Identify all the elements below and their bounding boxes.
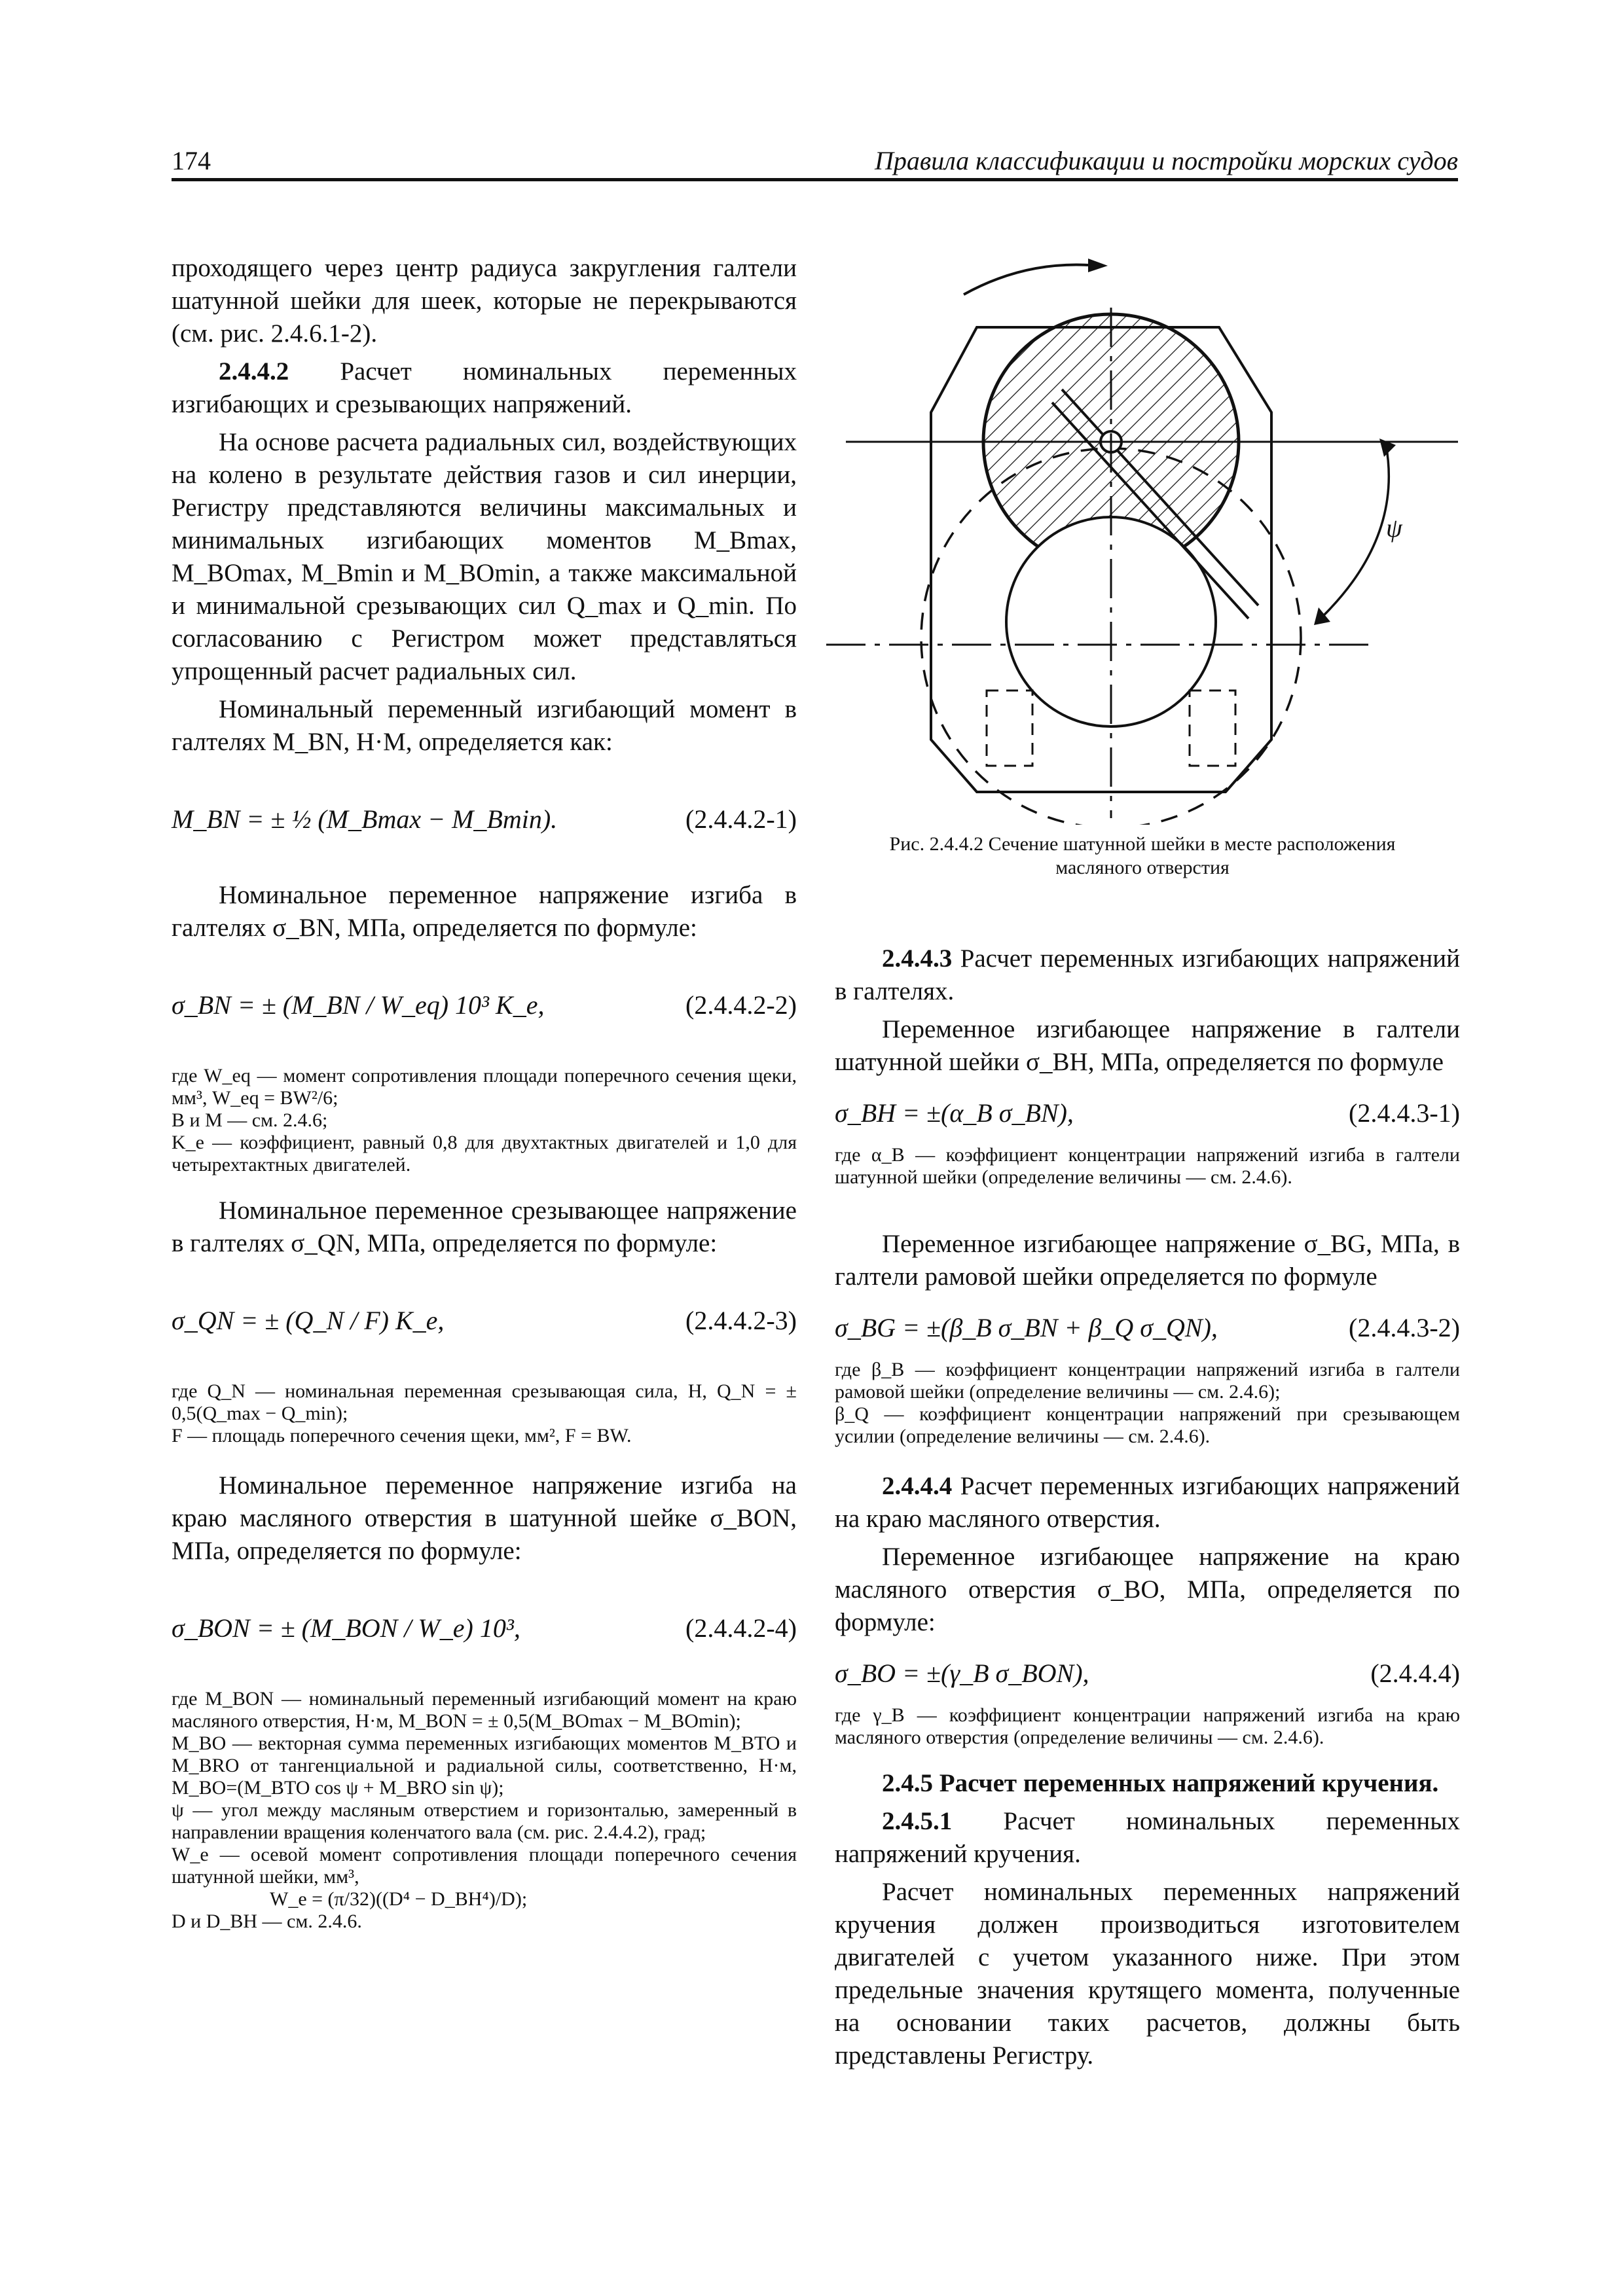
legend-item: где M_BON — номинальный переменный изгибающий момент на краю масляного отверстия, Н·м, M_BON = ± 0,5(M_BOmax − M_BOmin); — [172, 1688, 797, 1732]
formula-number: (2.4.4.4) — [1370, 1659, 1460, 1688]
section-title: Расчет номинальных переменных изгибающих и срезывающих напряжений. — [172, 357, 797, 418]
arrow-head-icon — [1088, 259, 1108, 272]
formula-expression: σ_BH = ±(α_B σ_BN), — [835, 1098, 1074, 1128]
legend-item: F — площадь поперечного сечения щеки, мм², F = BW. — [172, 1425, 632, 1446]
legend-item: D и D_BH — см. 2.4.6. — [172, 1910, 362, 1932]
formula-number: (2.4.4.2-4) — [685, 1613, 797, 1643]
section-2-4-4-3 — [835, 942, 1460, 1008]
legend-item: ψ — угол между масляным отверстием и горизонталью, замеренный в направлении вращения коленчатого вала (см. рис. 2.4.4.2), град; — [172, 1799, 797, 1843]
psi-label: ψ — [1386, 513, 1402, 543]
legend-item: β_Q — коэффициент концентрации напряжений при срезывающем усилии (определение величины — см. 2.4.6). — [835, 1403, 1460, 1447]
section-title: Расчет переменных изгибающих напряжений на краю масляного отверстия. — [835, 1472, 1460, 1533]
legend — [172, 1380, 797, 1447]
formula-2-4-4-4 — [835, 1652, 1460, 1698]
legend-item: где β_B — коэффициент концентрации напряжений изгиба в галтели рамовой шейки (определение величины — см. 2.4.6); — [835, 1359, 1460, 1403]
legend-item: W_e — осевой момент сопротивления площади поперечного сечения шатунной шейки, мм³, — [172, 1844, 797, 1888]
paragraph: Номинальное переменное напряжение изгиба на краю масляного отверстия в шатунной шейке σ_BON, МПа, определяется по формуле: — [172, 1471, 797, 1565]
legend-item: W_e = (π/32)((D⁴ − D_BH⁴)/D); — [270, 1888, 528, 1910]
header-rule — [172, 178, 1458, 181]
formula-2-4-4-2-4 — [172, 1607, 797, 1653]
formula-expression: σ_BO = ±(γ_B σ_BON), — [835, 1659, 1089, 1688]
legend — [835, 1144, 1460, 1189]
psi-angle-arc — [1324, 445, 1389, 615]
legend-item: B и M — см. 2.4.6; — [172, 1109, 328, 1131]
legend-item: M_BO — векторная сумма переменных изгибающих моментов M_BTO и M_BRO от тангенциальной и радиальной силы, соответственно, Н·м, M_BO=(M_BTO cos ψ + M_BRO sin ψ); — [172, 1732, 797, 1799]
formula-expression: σ_BON = ± (M_BON / W_e) 10³, — [172, 1613, 520, 1643]
paragraph: На основе расчета радиальных сил, воздействующих на колено в результате действия газов и сил инерции, Регистру представляются величины максимальных и минимальных изгибающих моментов M_Bmax, M_BOmax, M_Bmin и M_BOmin, а также максимальной и минимальной срезывающих сил Q_max и Q_min. По согласованию с Регистром может представляться упрощенный расчет радиальных сил. — [172, 428, 797, 685]
section-2-4-4-2 — [172, 355, 797, 421]
formula-number: (2.4.4.2-1) — [685, 804, 797, 834]
right-column — [835, 942, 1460, 2077]
paragraph: Расчет номинальных переменных напряжений кручения должен производиться изготовителем двигателей с учетом указанного ниже. При этом предельные значения крутящего момента, полученные на основании таких расчетов, должны быть представлены Регистру. — [835, 1878, 1460, 2070]
section-2-4-4-4 — [835, 1470, 1460, 1535]
section-number: 2.4.4.4 — [882, 1472, 953, 1500]
formula-2-4-4-3-1 — [835, 1092, 1460, 1138]
formula-number: (2.4.4.2-3) — [685, 1306, 797, 1335]
paragraph-continuation: проходящего через центр радиуса закругления галтели шатунной шейки для шеек, которые не перекрываются (см. рис. 2.4.6.1-2). — [172, 254, 797, 348]
legend-item: где α_B — коэффициент концентрации напряжений изгиба в галтели шатунной шейки (определение величины — см. 2.4.6). — [835, 1144, 1460, 1188]
section-title: Расчет номинальных переменных напряжений кручения. — [835, 1807, 1460, 1868]
paragraph: Номинальное переменное срезывающее напряжение в галтелях σ_QN, МПа, определяется по формуле: — [172, 1196, 797, 1257]
left-column — [172, 252, 797, 1951]
paragraph: Переменное изгибающее напряжение σ_BG, МПа, в галтели рамовой шейки определяется по формуле — [835, 1230, 1460, 1291]
formula-expression: M_BN = ± ½ (M_Bmax − M_Bmin). — [172, 804, 558, 834]
legend-item: где W_eq — момент сопротивления площади поперечного сечения щеки, мм³, W_eq = BW²/6; — [172, 1065, 797, 1109]
legend-item: где Q_N — номинальная переменная срезывающая сила, Н, Q_N = ± 0,5(Q_max − Q_min); — [172, 1380, 797, 1424]
formula-2-4-4-3-2 — [835, 1306, 1460, 1352]
legend — [172, 1688, 797, 1933]
formula-number: (2.4.4.3-1) — [1349, 1098, 1460, 1128]
page-number: 174 — [172, 146, 211, 175]
formula-expression: σ_QN = ± (Q_N / F) K_e, — [172, 1306, 445, 1335]
paragraph: Номинальное переменное напряжение изгиба в галтелях σ_BN, МПа, определяется по формуле: — [172, 881, 797, 942]
formula-number: (2.4.4.3-2) — [1349, 1313, 1460, 1342]
paragraph: Переменное изгибающее напряжение в галтели шатунной шейки σ_BH, МПа, определяется по формуле — [835, 1015, 1460, 1076]
section-title: Расчет переменных изгибающих напряжений в галтелях. — [835, 944, 1460, 1005]
formula-2-4-4-2-1 — [172, 798, 797, 844]
legend-item: где γ_B — коэффициент концентрации напряжений изгиба на краю масляного отверстия (определение величины — см. 2.4.6). — [835, 1704, 1460, 1748]
paragraph: Номинальный переменный изгибающий момент в галтелях M_BN, Н·М, определяется как: — [172, 695, 797, 756]
legend — [172, 1065, 797, 1176]
rotation-arrow — [964, 265, 1088, 295]
crankpin-section-figure — [826, 249, 1458, 825]
formula-2-4-4-2-3 — [172, 1299, 797, 1345]
section-number: 2.4.4.2 — [219, 357, 289, 386]
legend — [835, 1359, 1460, 1448]
formula-number: (2.4.4.2-2) — [685, 990, 797, 1020]
legend-item: K_e — коэффициент, равный 0,8 для двухтактных двигателей и 1,0 для четырехтактных двигателей. — [172, 1132, 797, 1175]
formula-2-4-4-2-2 — [172, 984, 797, 1030]
section-number: 2.4.4.3 — [882, 944, 953, 973]
section-2-4-5-1 — [835, 1805, 1460, 1871]
paragraph: Переменное изгибающее напряжение на краю масляного отверстия σ_BO, МПа, определяется по формуле: — [835, 1543, 1460, 1636]
legend — [835, 1704, 1460, 1749]
hidden-bolt-left — [987, 691, 1032, 766]
section-2-4-5-title: 2.4.5 Расчет переменных напряжений кручения. — [882, 1769, 1439, 1797]
running-title: Правила классификации и постройки морских судов — [874, 146, 1458, 175]
section-number: 2.4.5.1 — [882, 1807, 953, 1835]
formula-expression: σ_BG = ±(β_B σ_BN + β_Q σ_QN), — [835, 1313, 1218, 1342]
hidden-bolt-right — [1190, 691, 1235, 766]
formula-expression: σ_BN = ± (M_BN / W_eq) 10³ K_e, — [172, 990, 545, 1020]
figure-caption: Рис. 2.4.4.2 Сечение шатунной шейки в месте расположения масляного отверстия — [889, 833, 1396, 878]
